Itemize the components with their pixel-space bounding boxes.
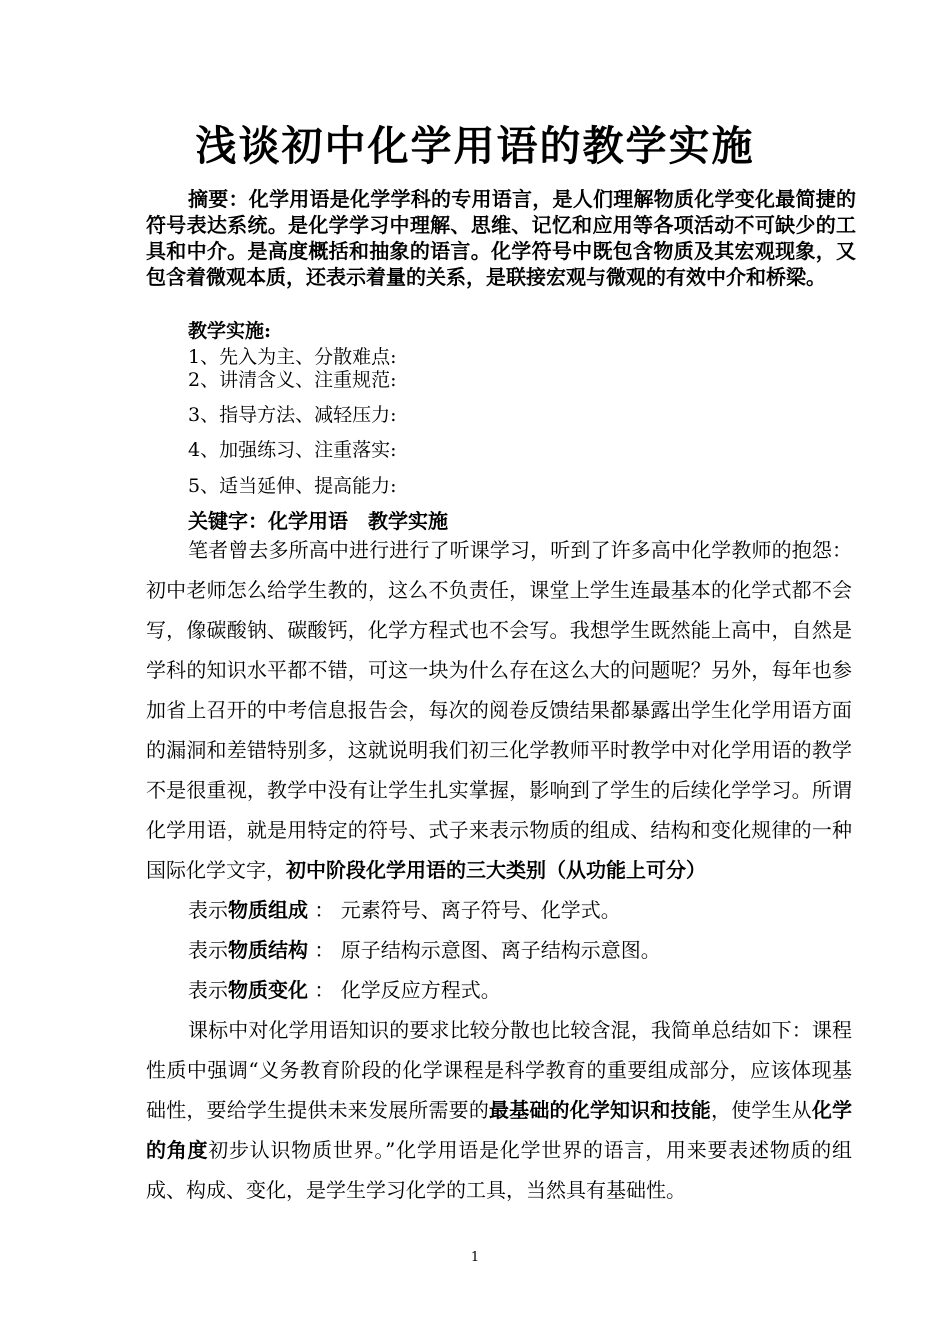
implementation-heading: 教学实施: bbox=[188, 320, 272, 342]
page-number: 1 bbox=[470, 1250, 480, 1265]
paragraph-2: 课标中对化学用语知识的要求比较分散也比较含混，我简单总结如下：课程性质中强调“义务教育阶段的化学课程是科学教育的重要组成部分，应该体现基础性，要给学生提供未来发展所需要的最基础的化学知识和技能，使学生从化学的角度初步认识物质世界。”化学用语是化学世界的语言，用来要表述物质的组成、构成、变化，是学生学习化学的工具，当然具有基础性。 bbox=[146, 1018, 853, 1202]
category-name: 物质结构 bbox=[228, 938, 308, 962]
category-name: 物质变化 bbox=[228, 978, 308, 1002]
implementation-item-4: 4、加强练习、注重落实: bbox=[188, 439, 397, 461]
implementation-item-5: 5、适当延伸、提高能力: bbox=[188, 475, 397, 497]
category-change: 表示物质变化 ： 化学反应方程式。 bbox=[188, 978, 501, 1002]
abstract-block bbox=[146, 186, 856, 290]
body-text bbox=[146, 530, 852, 1210]
implementation-item-3: 3、指导方法、减轻压力: bbox=[188, 404, 397, 426]
implementation-item-1: 1、先入为主、分散难点: bbox=[188, 346, 397, 368]
paragraph-1-text: 笔者曾去多所高中进行进行了听课学习，听到了许多高中化学教师的抱怨：初中老师怎么给学生教的，这么不负责任，课堂上学生连最基本的化学式都不会写，像碳酸钠、碳酸钙，化学方程式也不会写。我想学生既然能上高中，自然是学科的知识水平都不错，可这一块为什么存在这么大的问题呢？另外，每年也参加省上召开的中考信息报告会，每次的阅卷反馈结果都暴露出学生化学用语方面的漏洞和差错特别多，这就说明我们初三化学教师平时教学中对化学用语的教学不是很重视，教学中没有让学生扎实掌握，影响到了学生的后续化学学习。所谓化学用语，就是用特定的符号、式子来表示物质的组成、结构和变化规律的一种国际化学文字， bbox=[146, 538, 852, 882]
categories-heading: 初中阶段化学用语的三大类别（从功能上可分） bbox=[286, 858, 706, 882]
category-structure: 表示物质结构 ： 原子结构示意图、离子结构示意图。 bbox=[188, 938, 661, 962]
emphasis-text: 最基础的化学知识和技能 bbox=[489, 1098, 711, 1122]
document-title: 浅谈初中化学用语的教学实施 bbox=[195, 122, 755, 170]
abstract-text: 摘要：化学用语是化学学科的专用语言，是人们理解物质化学变化最简捷的符号表达系统。是化学学习中理解、思维、记忆和应用等各项活动不可缺少的工具和中介。是高度概括和抽象的语言。化学符号中既包含物质及其宏观现象，又包含着微观本质，还表示着量的关系，是联接宏观与微观的有效中介和桥梁。 bbox=[146, 187, 856, 289]
category-name: 物质组成 bbox=[228, 898, 308, 922]
keywords-line: 关键字：化学用语 教学实施 bbox=[188, 509, 448, 533]
paragraph-1 bbox=[146, 530, 852, 890]
category-composition: 表示物质组成 ： 元素符号、离子符号、化学式。 bbox=[188, 898, 621, 922]
emphasis-text: 化学的角度 bbox=[146, 1098, 853, 1162]
implementation-item-2: 2、讲清含义、注重规范: bbox=[188, 369, 397, 391]
